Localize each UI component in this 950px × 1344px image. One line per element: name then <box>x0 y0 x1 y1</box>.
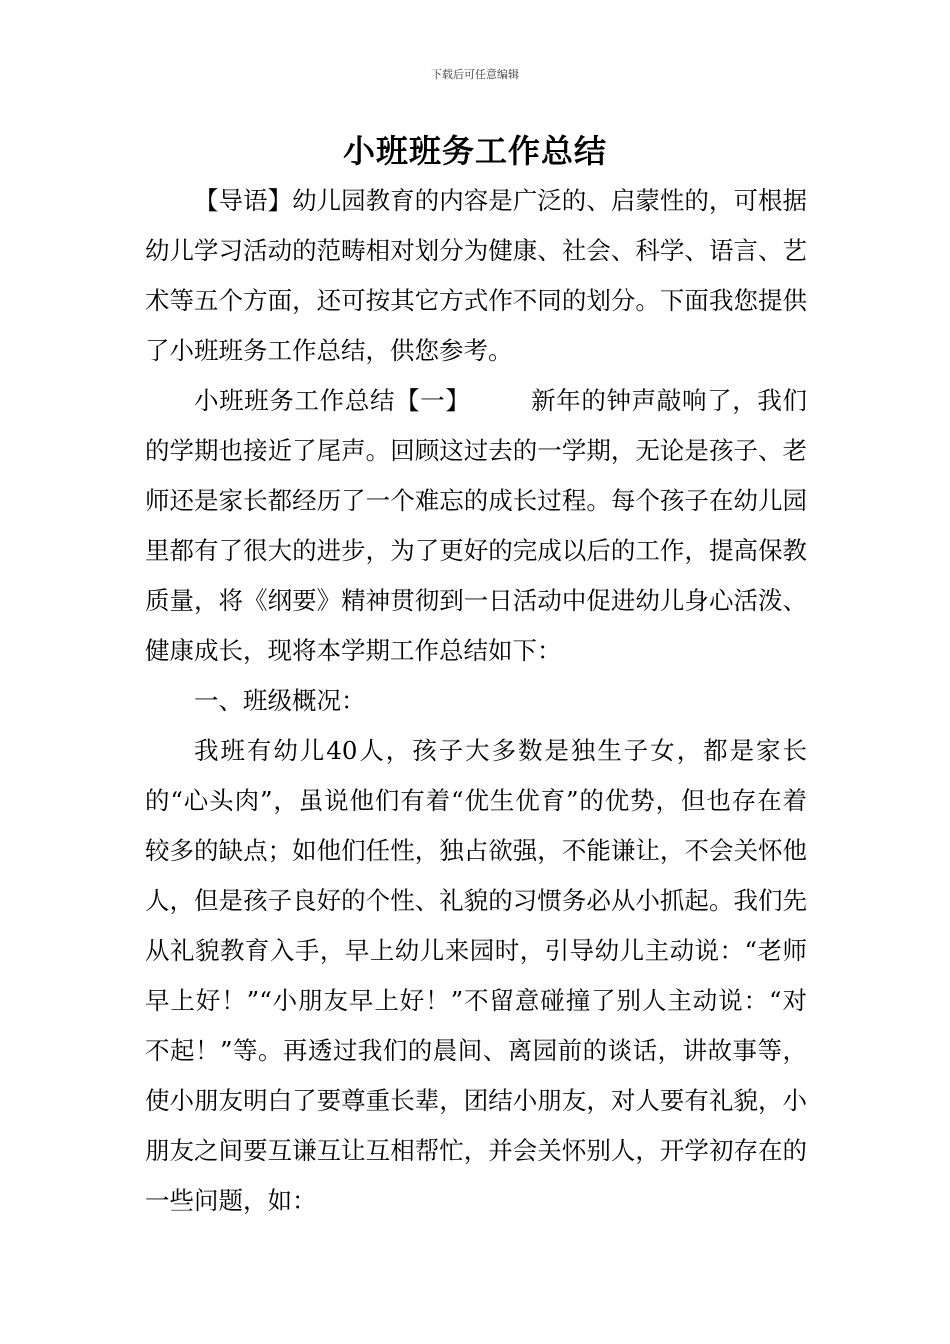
document-body <box>145 176 807 1226</box>
section-one-paragraph <box>145 376 807 676</box>
class-overview-heading: 一、班级概况： <box>194 686 366 715</box>
document-title: 小班班务工作总结 <box>342 132 607 170</box>
section-one-heading: 小班班务工作总结【一】 <box>194 386 471 415</box>
header-note: 下载后可任意编辑 <box>431 68 519 81</box>
class-overview-paragraph: 我班有幼儿40人，孩子大多数是独生子女，都是家长的“心头肉”，虽说他们有着“优生优育”的优势，但也存在着较多的缺点；如他们任性，独占欲强，不能谦让，不会关怀他人，但是孩子良好的个性、礼貌的习惯务必从小抓起。我们先从礼貌教育入手，早上幼儿来园时，引导幼儿主动说：“老师早上好！”“小朋友早上好！”不留意碰撞了别人主动说：“对不起！”等。再透过我们的晨间、离园前的谈话，讲故事等，使小朋友明白了要尊重长辈，团结小朋友，对人要有礼貌，小朋友之间要互谦互让互相帮忙，并会关怀别人，开学初存在的一些问题，如： <box>145 736 807 1215</box>
section-one-text: 新年的钟声敲响了，我们的学期也接近了尾声。回顾这过去的一学期，无论是孩子、老师还是家长都经历了一个难忘的成长过程。每个孩子在幼儿园里都有了很大的进步，为了更好的完成以后的工作，提高保教质量，将《纲要》精神贯彻到一日活动中促进幼儿身心活泼、健康成长，现将本学期工作总结如下： <box>145 386 807 665</box>
intro-paragraph: 【导语】幼儿园教育的内容是广泛的、启蒙性的，可根据幼儿学习活动的范畴相对划分为健康、社会、科学、语言、艺术等五个方面，还可按其它方式作不同的划分。下面我您提供了小班班务工作总结，供您参考。 <box>145 186 807 365</box>
